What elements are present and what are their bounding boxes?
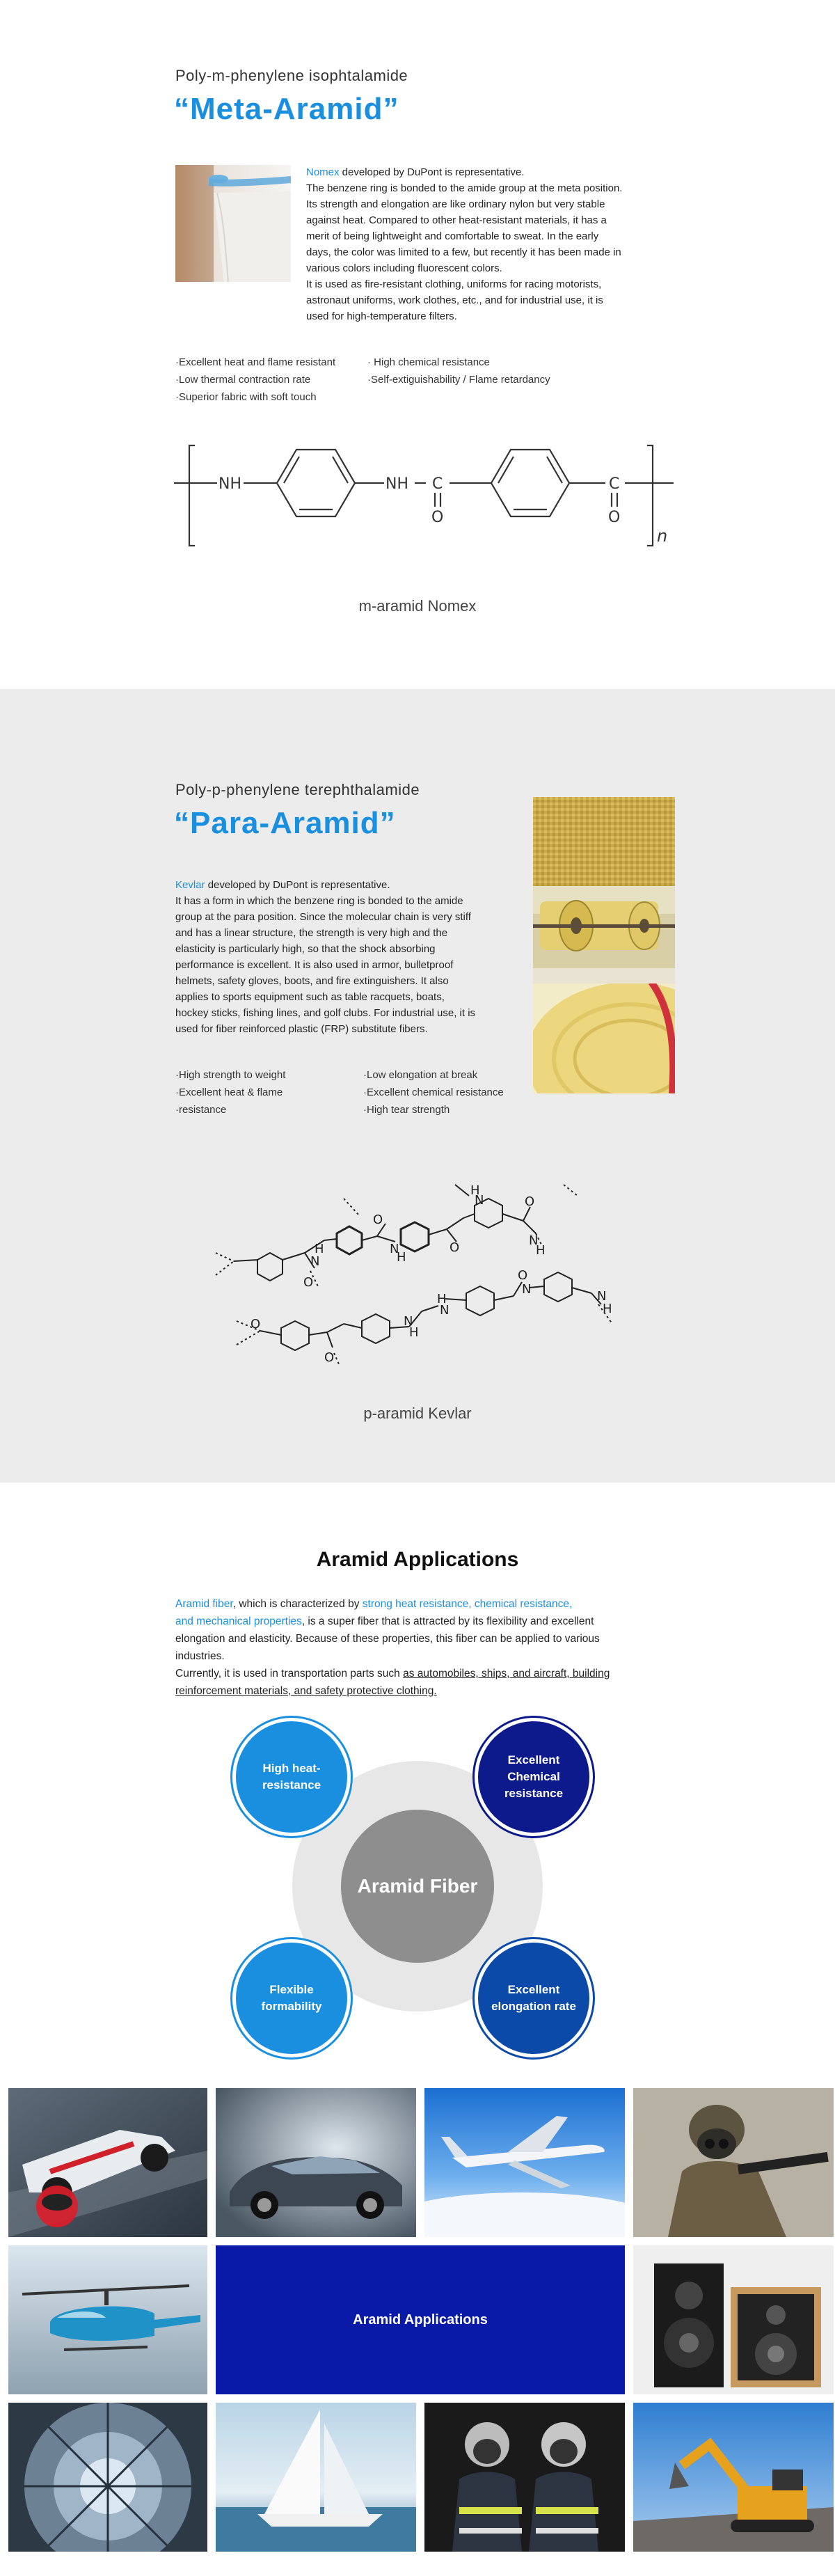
applications-section bbox=[0, 1483, 835, 2576]
svg-text:N: N bbox=[475, 1193, 484, 1208]
para-title: “Para-Aramid” bbox=[174, 806, 396, 840]
kevlar-spools-photo bbox=[533, 886, 675, 968]
svg-text:N: N bbox=[440, 1303, 450, 1318]
formula-nh-1: NH bbox=[218, 475, 241, 493]
svg-text:H: H bbox=[397, 1250, 406, 1265]
diagram-chemical-resistance: Excellent Chemical resistance bbox=[475, 1718, 593, 1836]
para-features-right: ·Low elongation at break ·Excellent chemical resistance ·High tear strength bbox=[363, 1069, 504, 1116]
formula-c-2: C bbox=[609, 475, 620, 493]
glass-dome-photo bbox=[8, 2403, 207, 2552]
meta-features-left: ·Excellent heat and flame resistant ·Low thermal contraction rate ·Superior fabric with soft touch bbox=[175, 356, 336, 403]
meta-description: Nomex developed by DuPont is representative. The benzene ring is bonded to the amide group at the meta position. Its strength and elongation are like ordinary nylon but very stable against heat. Compared to other heat-resistant materials, it has a merit of being lightweight and comfortable to sweat. In the early days, the color was limited to a few, but recently it has been made in various colors including fluorescent colors. It is used as fire-resistant clothing, uniforms for racing motorists, astronaut uniforms, work clothes, etc., and for industrial use, it is used for high-temperature filters. bbox=[306, 166, 623, 322]
helicopter-photo bbox=[8, 2245, 207, 2394]
formula-c-1: C bbox=[432, 475, 443, 493]
race-car-photo bbox=[8, 2088, 207, 2237]
kevlar-yarn-photo bbox=[533, 968, 675, 1093]
svg-text:N: N bbox=[390, 1242, 399, 1256]
meta-features-right: · High chemical resistance ·Self-extiguishability / Flame retardancy bbox=[367, 356, 550, 386]
formula-n-subscript: n bbox=[657, 526, 668, 546]
svg-text:N: N bbox=[310, 1254, 320, 1269]
svg-text:H: H bbox=[315, 1242, 324, 1256]
firefighters-photo bbox=[424, 2403, 625, 2552]
svg-text:H: H bbox=[409, 1325, 419, 1340]
para-description: Kevlar developed by DuPont is representative. It has a form in which the benzene ring is bonded to the amide group at the para position. Since the molecular chain is very stiff and has a linear structure, the strength is very high and the elasticity is particularly high, so that the shock absorbing performance is excellent. It is also used in armor, bulletproof helmets, safety gloves, boots, and fire extinguishers. It also applies to sports equipment such as table racquets, boats, hockey sticks, fishing lines, and golf clubs. For industrial use, it is used for fiber reinforced plastic (FRP) substitute fibers. bbox=[175, 879, 476, 1035]
formula-o-2: O bbox=[608, 509, 621, 526]
para-subtitle: Poly-p-phenylene terephthalamide bbox=[175, 781, 420, 798]
svg-text:H: H bbox=[603, 1302, 612, 1316]
svg-text:O: O bbox=[450, 1240, 460, 1255]
sailboat-photo bbox=[216, 2403, 416, 2552]
formula-nh-2: NH bbox=[385, 475, 408, 493]
kevlar-molecular-structure bbox=[188, 1157, 668, 1380]
svg-text:N: N bbox=[597, 1289, 607, 1304]
sports-car-photo bbox=[216, 2088, 416, 2237]
speaker-photo bbox=[633, 2245, 834, 2394]
applications-paragraph-1: Aramid fiber, which is characterized by strong heat resistance, chemical resistance, and mechanical properties, is a super fiber that is attracted by its flexibility and excellent elongation and elasticity. Because of these properties, this fiber can be applied to various industries. bbox=[175, 1598, 600, 1662]
svg-text:H: H bbox=[437, 1292, 447, 1306]
svg-text:O: O bbox=[250, 1317, 261, 1332]
aramid-applications-banner: Aramid Applications bbox=[216, 2245, 625, 2394]
aramid-fiber-diagram bbox=[237, 1719, 598, 2081]
para-caption: p-aramid Kevlar bbox=[363, 1405, 472, 1422]
svg-text:H: H bbox=[470, 1183, 480, 1198]
svg-text:O: O bbox=[303, 1275, 314, 1290]
svg-text:O: O bbox=[324, 1350, 335, 1365]
svg-text:O: O bbox=[518, 1268, 528, 1283]
excavator-photo bbox=[633, 2403, 834, 2552]
meta-title: “Meta-Aramid” bbox=[174, 92, 399, 126]
meta-aramid-section bbox=[0, 0, 835, 689]
svg-text:H: H bbox=[536, 1243, 546, 1258]
soldier-photo bbox=[633, 2088, 834, 2237]
nomex-link[interactable]: Nomex bbox=[306, 166, 340, 178]
formula-o-1: O bbox=[431, 509, 444, 526]
nomex-fiber-photo bbox=[175, 165, 291, 282]
svg-text:O: O bbox=[525, 1194, 535, 1209]
applications-paragraph-2: Currently, it is used in transportation parts such as automobiles, ships, and aircraft, building reinforcement materials, and safety protective clothing. bbox=[175, 1668, 610, 1697]
diagram-center-aramid-fiber: Aramid Fiber bbox=[341, 1810, 494, 1963]
airplane-photo bbox=[424, 2088, 625, 2237]
kevlar-link[interactable]: Kevlar bbox=[175, 879, 205, 891]
kevlar-fabric-photo bbox=[533, 797, 675, 886]
nomex-structural-formula bbox=[174, 440, 675, 551]
applications-title: Aramid Applications bbox=[316, 1548, 519, 1571]
diagram-elongation-rate: Excellent elongation rate bbox=[475, 1939, 593, 2057]
meta-subtitle: Poly-m-phenylene isophtalamide bbox=[175, 67, 408, 84]
diagram-heat-resistance: High heat- resistance bbox=[232, 1718, 351, 1836]
svg-text:N: N bbox=[522, 1282, 532, 1297]
svg-text:O: O bbox=[373, 1212, 383, 1227]
diagram-flexible-formability: Flexible formability bbox=[232, 1939, 351, 2057]
para-features-left: ·High strength to weight ·Excellent heat & flame ·resistance bbox=[175, 1069, 286, 1116]
svg-text:N: N bbox=[529, 1233, 539, 1248]
svg-text:N: N bbox=[404, 1314, 413, 1329]
meta-caption: m-aramid Nomex bbox=[358, 597, 477, 615]
para-aramid-section bbox=[0, 689, 835, 1483]
